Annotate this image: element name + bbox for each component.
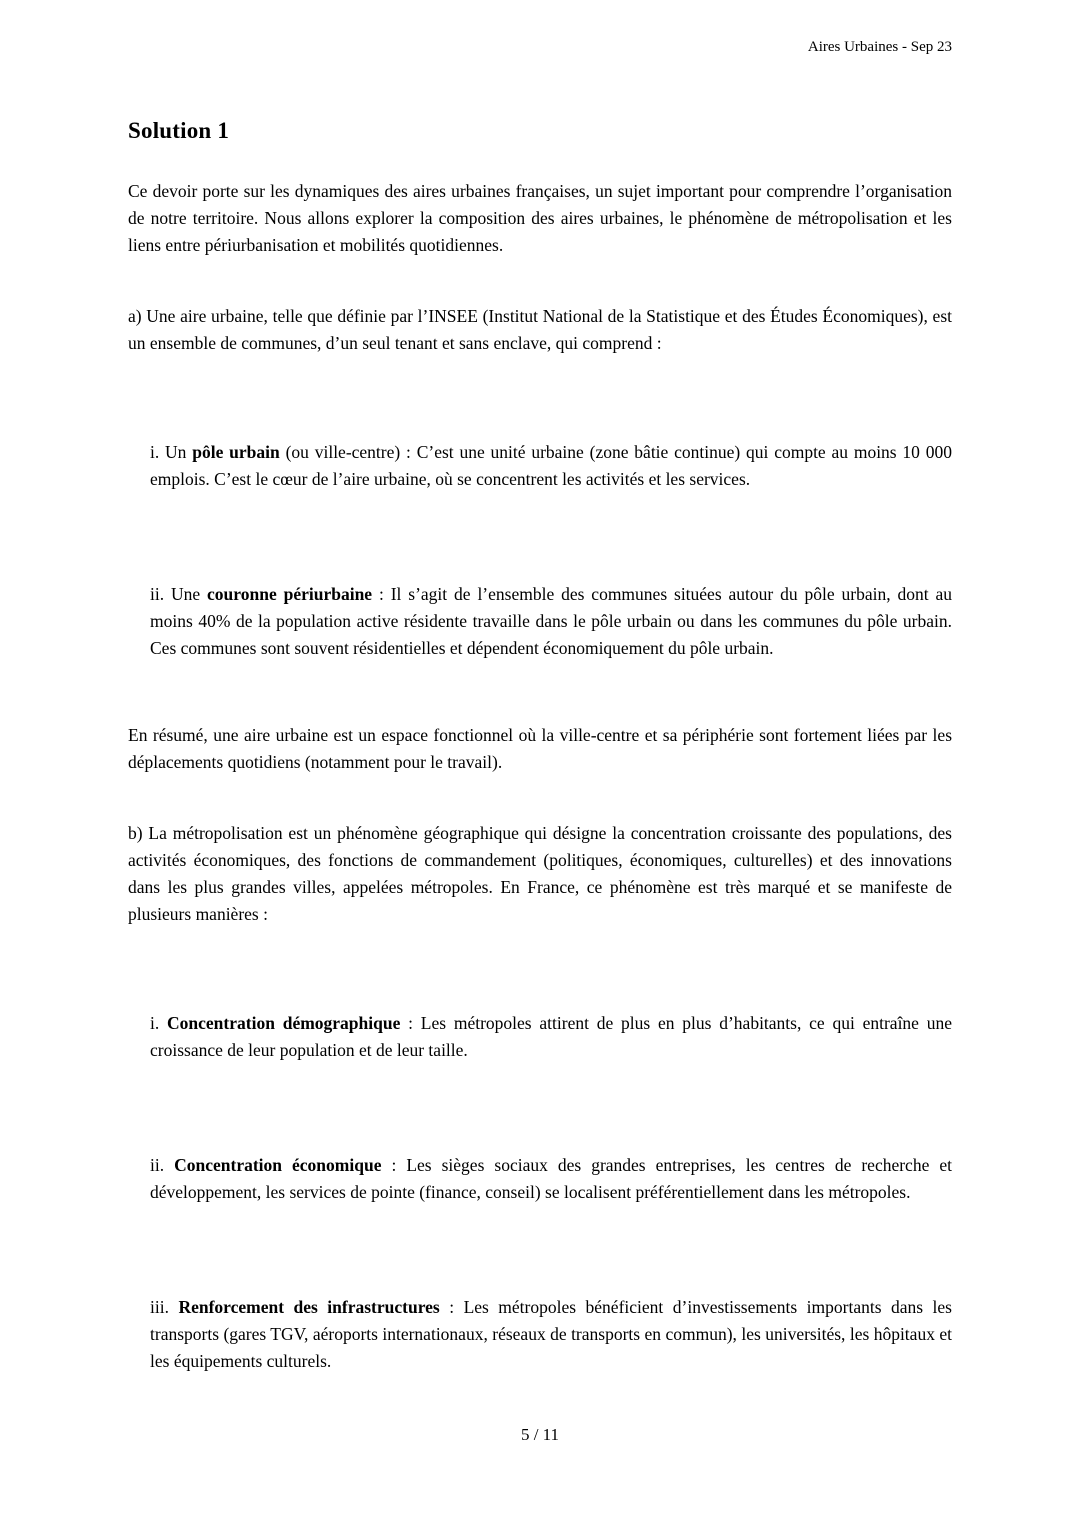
header-text: Aires Urbaines - Sep 23 xyxy=(807,39,952,55)
list-item-b-i: i. Concentration démographique : Les métropoles attirent de plus en plus d’habitants, ce qui entraîne une croissance de leur population et de leur taille. xyxy=(150,1013,952,1060)
page-footer xyxy=(0,1425,1080,1445)
question-a-lead: a) Une aire urbaine, telle que définie par l’INSEE (Institut National de la Statistique et des Études Économiques), est un ensemble de communes, d’un seul tenant et sans enclave, qui comprend : xyxy=(128,306,952,353)
list-item-b-ii: ii. Concentration économique : Les sièges sociaux des grandes entreprises, les centres de recherche et développement, les services de pointe (finance, conseil) se localisent préférentiellement dans les métropoles. xyxy=(150,1155,952,1202)
list-item-a-ii: ii. Une couronne périurbaine : Il s’agit de l’ensemble des communes situées autour du pôle urbain, dont au moins 40% de la population active résidente travaille dans le pôle urbain ou dans les communes du pôle urbain. Ces communes sont souvent résidentielles et dépendent économiquement du pôle urbain. xyxy=(150,584,952,658)
question-b-lead: b) La métropolisation est un phénomène géographique qui désigne la concentration croissante des populations, des activités économiques, des fonctions de commandement (politiques, économiques, culturelles) et des innovations dans les plus grandes villes, appelées métropoles. En France, ce phénomène est très marqué et se manifeste de plusieurs manières : xyxy=(128,823,952,924)
page-header xyxy=(128,38,952,56)
page-number: 5 / 11 xyxy=(520,1425,560,1444)
intro-paragraph: Ce devoir porte sur les dynamiques des aires urbaines françaises, un sujet important pour comprendre l’organisation de notre territoire. Nous allons explorer la composition des aires urbaines, le phénomène de métropolisation et les liens entre périurbanisation et mobilités quotidiennes. xyxy=(128,181,952,255)
list-item-b-iii: iii. Renforcement des infrastructures : Les métropoles bénéficient d’investissements importants dans les transports (gares TGV, aéroports internationaux, réseaux de transports en commun), les universités, les hôpitaux et les équipements culturels. xyxy=(150,1297,952,1371)
summary-paragraph: En résumé, une aire urbaine est un espace fonctionnel où la ville-centre et sa périphérie sont fortement liées par les déplacements quotidiens (notamment pour le travail). xyxy=(128,725,952,772)
solution-title: Solution 1 xyxy=(128,118,230,143)
list-item-a-i: i. Un pôle urbain (ou ville-centre) : C’est une unité urbaine (zone bâtie continue) qui compte au moins 10 000 emplois. C’est le cœur de l’aire urbaine, où se concentrent les activités et les services. xyxy=(150,442,952,489)
